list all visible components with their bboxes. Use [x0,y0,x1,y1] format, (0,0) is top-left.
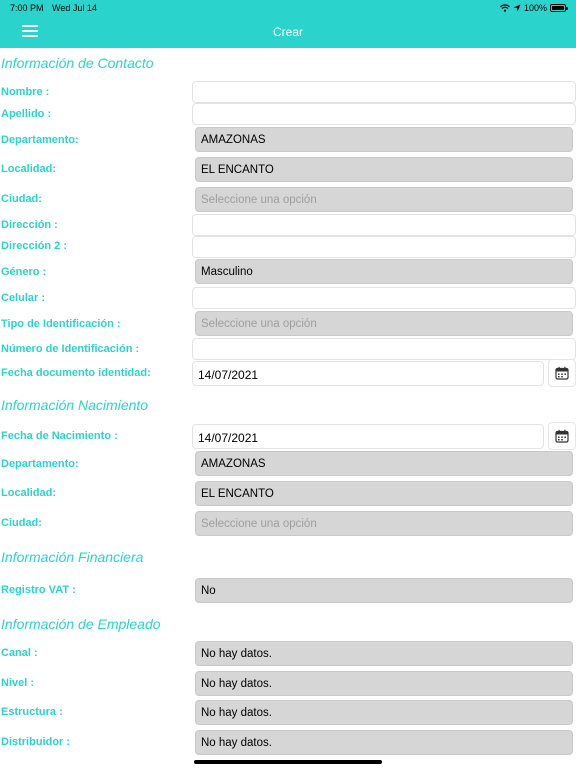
estructura-select[interactable]: No hay datos. [195,700,573,725]
battery-icon [550,4,566,12]
fecha-documento-calendar-button[interactable] [548,359,576,387]
localidad-label: Localidad: [1,163,57,175]
nacimiento-ciudad-select[interactable]: Seleccione una opción [195,511,573,536]
registro-vat-label: Registro VAT : [1,584,76,596]
status-date: Wed Jul 14 [52,3,97,13]
tipo-identificacion-label: Tipo de Identificación : [1,318,121,330]
calendar-icon [555,429,569,443]
nivel-label: Nivel : [1,677,35,689]
status-bar [0,0,576,16]
celular-label: Celular : [1,292,46,304]
direccion-input[interactable] [192,214,576,236]
celular-input[interactable] [192,287,576,309]
location-arrow-icon [513,4,521,12]
page-title: Crear [272,25,303,39]
canal-select[interactable]: No hay datos. [195,641,573,666]
nacimiento-departamento-label: Departamento: [1,458,79,470]
status-right [500,3,566,13]
estructura-label: Estructura : [1,706,63,718]
nacimiento-localidad-select[interactable]: EL ENCANTO [195,481,573,506]
apellido-label: Apellido : [1,108,52,120]
fecha-documento-input[interactable]: 14/07/2021 [192,361,544,386]
calendar-icon [555,366,569,380]
tipo-identificacion-select[interactable]: Seleccione una opción [195,311,573,336]
ciudad-label: Ciudad: [1,193,42,205]
direccion-label: Dirección : [1,219,58,231]
nombre-label: Nombre : [1,86,50,98]
distribuidor-label: Distribuidor : [1,736,71,748]
nacimiento-departamento-select[interactable]: AMAZONAS [195,451,573,476]
genero-select[interactable]: Masculino [195,259,573,284]
fecha-nacimiento-input[interactable]: 14/07/2021 [192,424,544,449]
status-time: 7:00 PM [10,3,44,13]
ciudad-select[interactable]: Seleccione una opción [195,187,573,212]
genero-label: Género : [1,266,47,278]
departamento-label: Departamento: [1,134,79,146]
distribuidor-select[interactable]: No hay datos. [195,730,573,755]
fecha-nacimiento-label: Fecha de Nacimiento : [1,430,118,442]
canal-label: Canal : [1,647,38,659]
registro-vat-select[interactable]: No [195,578,573,603]
direccion2-label: Dirección 2 : [1,240,68,252]
section-nacimiento-heading: Información Nacimiento [1,397,149,413]
section-financiera-heading: Información Financiera [1,549,144,565]
apellido-input[interactable] [192,103,576,125]
home-indicator[interactable] [194,760,382,764]
localidad-select[interactable]: EL ENCANTO [195,157,573,182]
battery-fill [552,6,564,10]
battery-percent: 100% [523,3,547,13]
section-empleado-heading: Información de Empleado [1,616,161,632]
departamento-select[interactable]: AMAZONAS [195,127,573,152]
numero-identificacion-label: Número de Identificación : [1,343,140,355]
nivel-select[interactable]: No hay datos. [195,671,573,696]
nacimiento-ciudad-label: Ciudad: [1,517,42,529]
nacimiento-localidad-label: Localidad: [1,487,57,499]
nombre-input[interactable] [192,81,576,103]
section-contact-heading: Información de Contacto [1,55,154,71]
fecha-nacimiento-calendar-button[interactable] [548,422,576,450]
nav-bar [0,16,576,48]
numero-identificacion-input[interactable] [192,338,576,360]
fecha-documento-label: Fecha documento identidad: [1,367,151,379]
wifi-icon [500,4,510,12]
direccion2-input[interactable] [192,236,576,258]
